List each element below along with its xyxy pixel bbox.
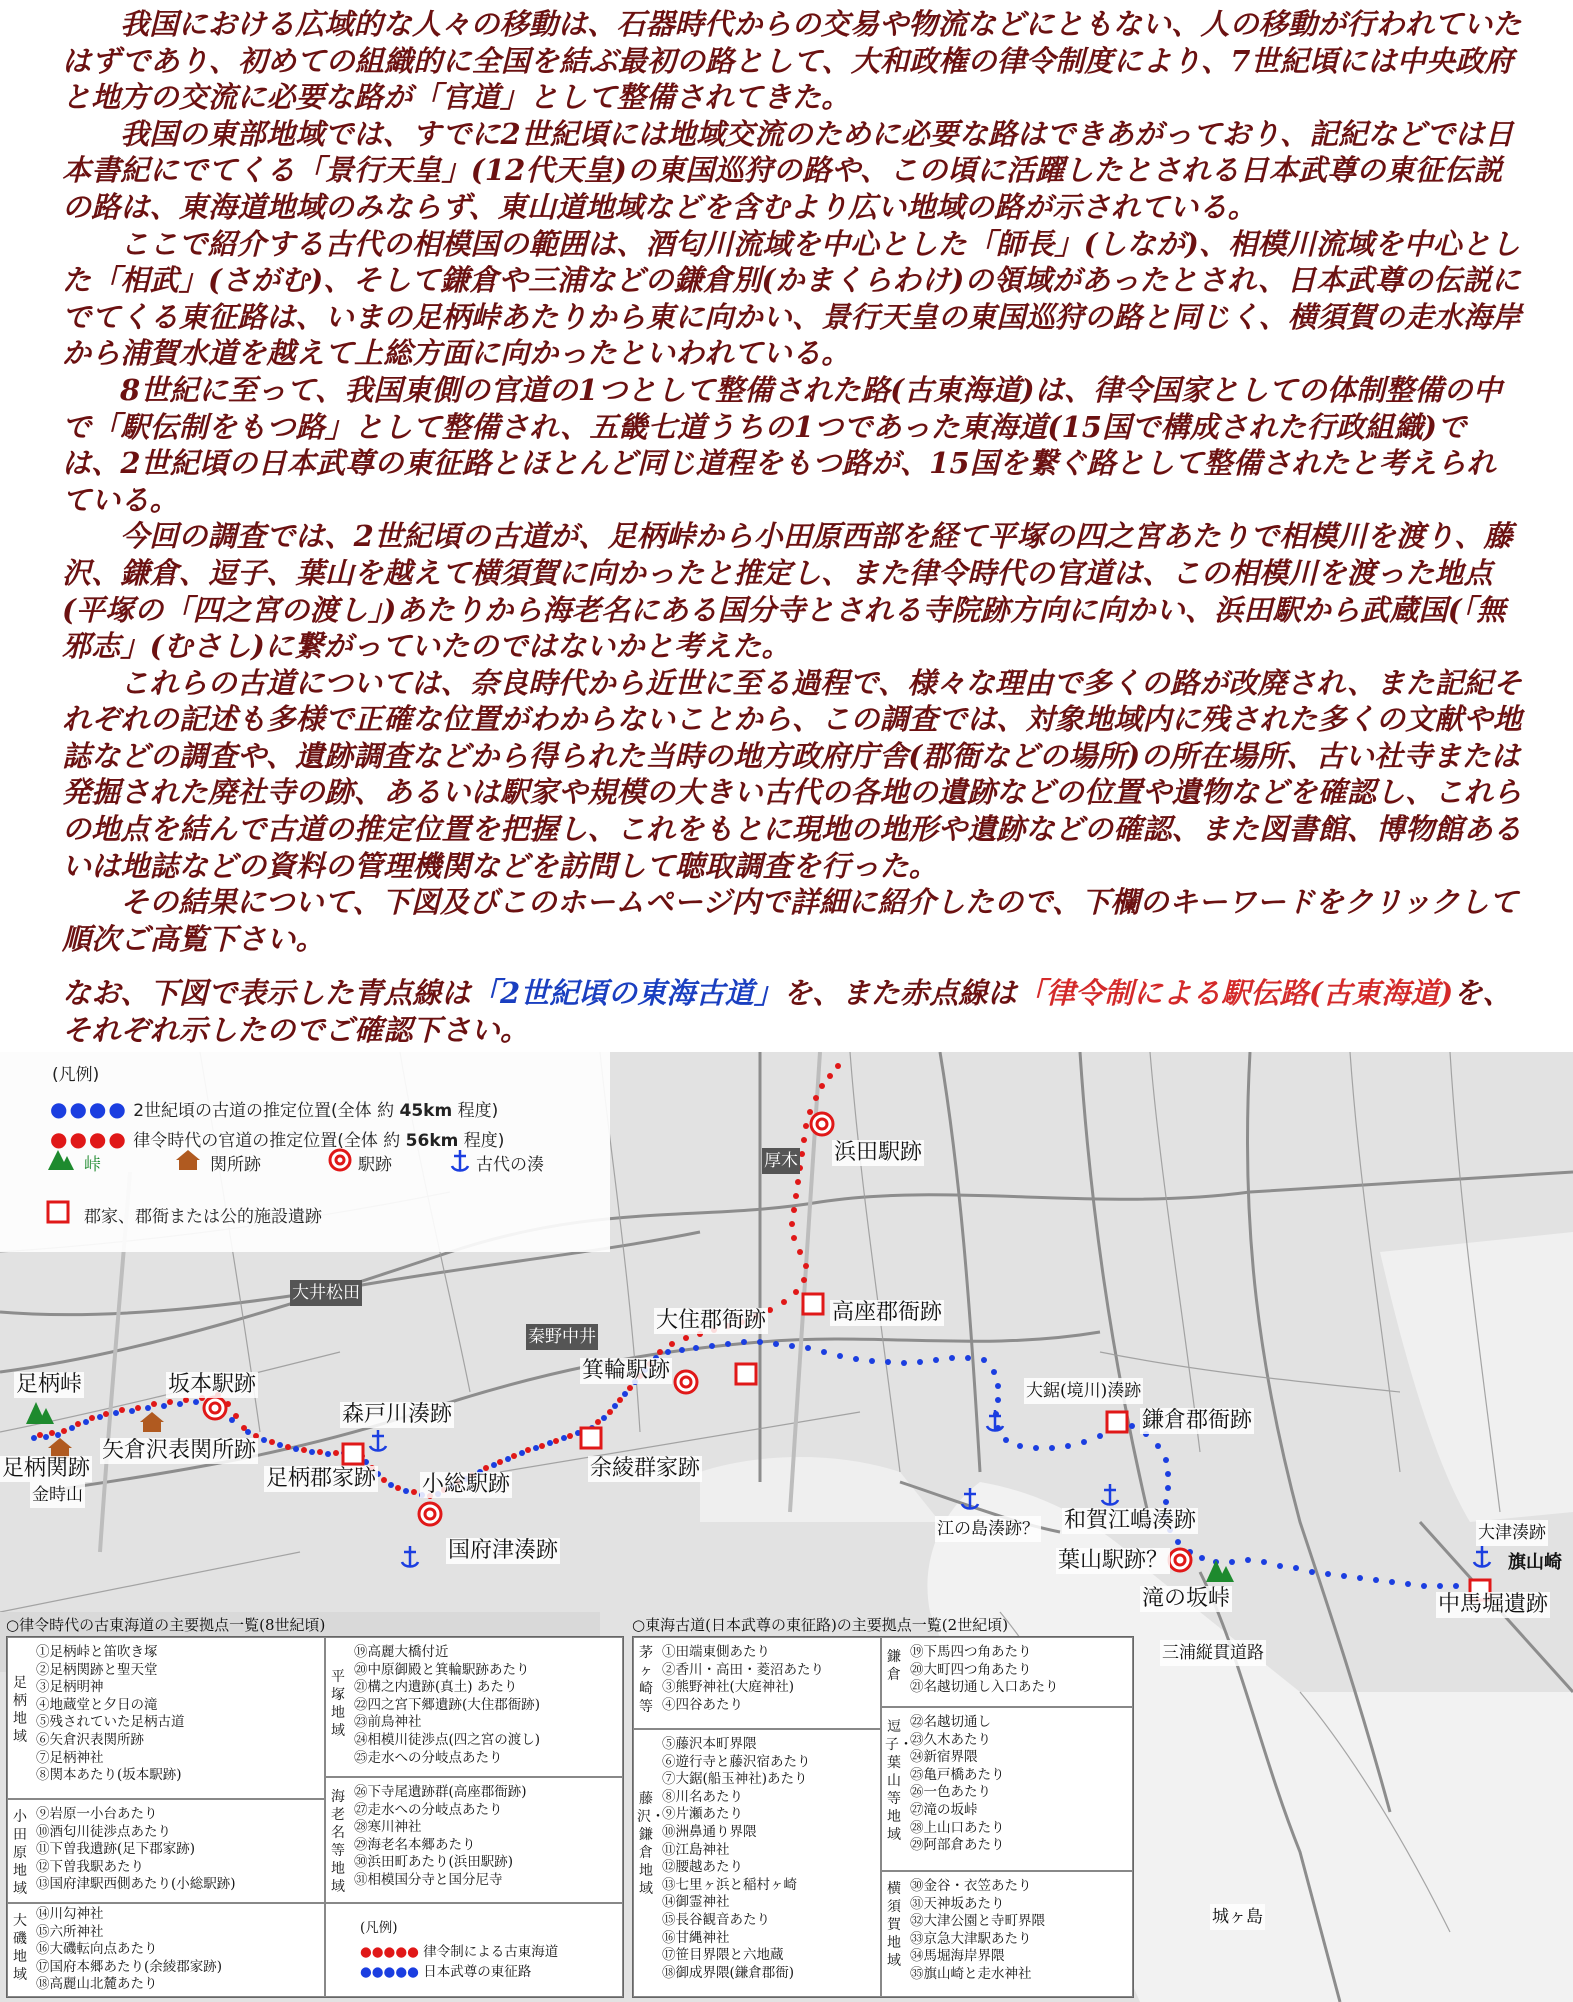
list-item[interactable]: ⑯大磯転向点あたり xyxy=(36,1941,158,1958)
list-item[interactable]: ㉕走水への分岐点あたり xyxy=(354,1749,503,1766)
table-cell xyxy=(7,1637,325,1799)
list-item[interactable]: ⑧関本あたり(坂本駅跡) xyxy=(36,1767,182,1784)
intro-text xyxy=(62,6,1524,1049)
list-item[interactable]: ⑫下曽我駅あたり xyxy=(36,1858,144,1875)
list-item[interactable]: ⑭御霊神社 xyxy=(662,1894,730,1911)
label-ashigara-gunke[interactable]: 足柄郡家跡 xyxy=(266,1466,377,1491)
list-item[interactable]: ⑱高麗山北麓あたり xyxy=(36,1976,158,1993)
list-item[interactable]: ㉙阿部倉あたり xyxy=(910,1837,1005,1854)
label-morito[interactable]: 森戸川湊跡 xyxy=(342,1402,453,1427)
map-miura: 三浦縦貫道路 xyxy=(1160,1640,1266,1666)
list-item[interactable]: ⑦大鋸(船玉神社)あたり xyxy=(662,1771,808,1788)
area-label: 足柄地域 xyxy=(13,1675,27,1745)
list-item[interactable]: ⑥遊行寺と藤沢宿あたり xyxy=(662,1753,811,1770)
table-left xyxy=(6,1636,624,1998)
list-item[interactable]: ㉖一色あたり xyxy=(910,1784,991,1801)
label-yoruki[interactable]: 余綾群家跡 xyxy=(590,1456,701,1481)
table-left-title: ○律令時代の古東海道の主要拠点一覧(8世紀頃) xyxy=(6,1616,326,1634)
table-cell xyxy=(881,1871,1133,1997)
list-item[interactable]: ①足柄峠と笛吹き塚 xyxy=(36,1644,158,1660)
legend-office: 郡家、郡衙または公的施設遺跡 xyxy=(84,1207,322,1227)
label-kojima[interactable]: 小総駅跡 xyxy=(422,1472,511,1497)
list-item[interactable]: ㉟旗山崎と走水神社 xyxy=(910,1965,1032,1982)
map-hadano: 秦野中井 xyxy=(526,1324,598,1350)
list-item[interactable]: ㉔新宿界隈 xyxy=(910,1749,978,1766)
list-item[interactable]: ㉑名越切通し入口あたり xyxy=(910,1679,1059,1696)
area-label: 小田原地域 xyxy=(13,1809,27,1897)
list-item[interactable]: ⑬七里ヶ浜と稲村ヶ崎 xyxy=(662,1876,797,1893)
list-item[interactable]: ⑩洲鼻通り界隈 xyxy=(662,1823,757,1840)
route-note xyxy=(62,975,1524,1048)
table-cell xyxy=(881,1707,1133,1871)
list-item[interactable]: ㉞馬堀海岸界隈 xyxy=(910,1948,1005,1965)
label-kofuzu[interactable]: 国府津湊跡 xyxy=(448,1538,559,1563)
area-label: 横須賀地域 xyxy=(887,1881,901,1969)
list-item[interactable]: ⑨岩原一小台あたり xyxy=(36,1806,158,1822)
area-label: 平塚地域 xyxy=(331,1669,345,1739)
paragraph: 我国の東部地域では、すでに2世紀頃には地域交流のために必要な路はできあがっており、記紀などでは日本書紀にでてくる「景行天皇」(12代天皇)の東国巡狩の路や、この頃に活躍したとされる日本武尊の東征伝説の路は、東海道地域のみならず、東山道地域などを含むより広い地域の路が示されている。 xyxy=(62,116,1514,224)
legend-port: 古代の湊 xyxy=(476,1155,544,1175)
list-item[interactable]: ㉘寒川神社 xyxy=(354,1819,422,1836)
list-item[interactable]: ⑥矢倉沢表関所跡 xyxy=(36,1731,144,1748)
red-dots-icon: ●●●●● xyxy=(360,1944,419,1960)
paragraph: その結果について、下図及びこのホームページ内で詳細に紹介したので、下欄のキーワードをクリックして順次ご高覧下さい。 xyxy=(62,885,1519,956)
item-list xyxy=(910,1878,1045,1984)
route-map xyxy=(0,1052,1573,2002)
map-jogashima: 城ヶ島 xyxy=(1210,1904,1265,1930)
paragraph: これらの古道については、奈良時代から近世に至る過程で、様々な理由で多くの路が改廃され、また記紀それぞれの記述も多様で正確な位置がわからないことから、この調査では、対象地域内に残された多くの文献や地誌などの調査や、遺跡調査などから得られた当時の地方政府庁舎(郡衙などの場所)の所在場所、古い社寺または発掘された廃社寺の跡、あるいは駅家や規模の大きい古代の各地の遺跡などの位置や遺物などを確認し、これらの地点を結んで古道の推定位置を把握し、これをもとに現地の地形や遺跡などの確認、また図書館、博物館あるいは地誌などの資料の管理機関などを訪問して聴取調査を行った。 xyxy=(62,665,1523,883)
list-item[interactable]: ㉝京急大津駅あたり xyxy=(910,1930,1032,1947)
list-item[interactable]: ⑮六所神社 xyxy=(36,1923,104,1940)
list-item[interactable]: ㉖下寺尾遺跡群(高座郡衙跡) xyxy=(354,1784,527,1800)
list-item[interactable]: ④四谷あたり xyxy=(662,1696,743,1713)
blue-dots-icon: ●●●● xyxy=(50,1097,128,1121)
area-label: 海老名等地域 xyxy=(331,1789,345,1895)
table-right xyxy=(632,1636,1134,1998)
list-item[interactable]: ⑬国府津駅西側あたり(小総駅跡) xyxy=(36,1876,236,1893)
table-legend-red xyxy=(360,1944,558,1962)
legend-checkpoint: 関所跡 xyxy=(210,1155,261,1175)
table-cell xyxy=(633,1637,881,1729)
label-minowa[interactable]: 箕輪駅跡 xyxy=(582,1358,671,1383)
list-item[interactable]: ㉕亀戸橋あたり xyxy=(910,1766,1005,1783)
list-item[interactable]: ㉑構之内遺跡(真土) あたり xyxy=(354,1679,518,1696)
table-cell xyxy=(7,1799,325,1903)
label-koza[interactable]: 高座郡衙跡 xyxy=(832,1300,943,1325)
area-label: 藤沢・鎌倉地域 xyxy=(637,1791,665,1897)
table-cell xyxy=(325,1637,623,1777)
label-otsu[interactable]: 大津湊跡 xyxy=(1476,1520,1548,1546)
list-item[interactable]: ㉗走水への分岐点あたり xyxy=(354,1801,503,1818)
blue-route-link[interactable]: 「2世紀頃の東海古道」 xyxy=(470,976,784,1011)
label-enoshima[interactable]: 江の島湊跡？ xyxy=(935,1516,1041,1542)
item-list xyxy=(354,1644,540,1767)
label-sakamoto[interactable]: 坂本駅跡 xyxy=(168,1372,257,1397)
map-atsugi: 厚木 xyxy=(762,1148,800,1174)
label-takinosaka[interactable]: 滝の坂峠 xyxy=(1142,1586,1231,1611)
list-item[interactable]: ③足柄明神 xyxy=(36,1679,104,1696)
label-nakamabori[interactable]: 中馬堀遺跡 xyxy=(1438,1592,1549,1617)
list-item[interactable]: ⑳大町四つ角あたり xyxy=(910,1661,1032,1678)
label-ashigara-pass[interactable]: 足柄峠 xyxy=(16,1372,83,1397)
label-hamada[interactable]: 浜田駅跡 xyxy=(834,1140,923,1165)
list-item[interactable]: ㉜大津公園と寺町界隈 xyxy=(910,1913,1045,1930)
list-item[interactable]: ㉒名越切通し xyxy=(910,1714,991,1730)
label-ashigara-seki[interactable]: 足柄関跡 xyxy=(2,1456,91,1481)
blue-dots-icon: ●●●●● xyxy=(360,1964,419,1980)
list-item[interactable]: ⑰国府本郷あたり(余綾郡家跡) xyxy=(36,1958,223,1975)
item-list xyxy=(662,1736,811,1982)
legend-red-text: 律令制による古東海道 xyxy=(423,1944,559,1960)
list-item[interactable]: ⑲下馬四つ角あたり xyxy=(910,1644,1032,1660)
item-list xyxy=(910,1714,1005,1855)
table-legend-title: (凡例) xyxy=(360,1920,398,1936)
red-dots-icon: ●●●● xyxy=(50,1127,128,1151)
item-list xyxy=(910,1644,1059,1697)
list-item[interactable]: ⑦足柄神社 xyxy=(36,1749,104,1766)
legend-pass: 峠 xyxy=(84,1155,101,1175)
list-item[interactable]: ㉓前鳥神社 xyxy=(354,1714,422,1731)
list-item[interactable]: ⑧川名あたり xyxy=(662,1788,743,1805)
list-item[interactable]: ②足柄関跡と聖天堂 xyxy=(36,1661,158,1678)
paragraph: 我国における広域的な人々の移動は、石器時代からの交易や物流などにともない、人の移動が行われていたはずであり、初めての組織的に全国を結ぶ最初の路として、大和政権の律令制度により、7世紀頃には中央政府と地方の交流に必要な路が「官道」として整備されてきた。 xyxy=(62,7,1522,115)
table-cell xyxy=(325,1777,623,1903)
legend-red-km: 56km xyxy=(405,1131,459,1151)
list-item[interactable]: ⑤藤沢本町界隈 xyxy=(662,1736,757,1752)
label-wagae[interactable]: 和賀江嶋湊跡 xyxy=(1064,1508,1197,1533)
item-list xyxy=(36,1644,185,1785)
list-item[interactable]: ㉔相模川徒渉点(四之宮の渡し) xyxy=(354,1731,541,1748)
list-item[interactable]: ⑮長谷観音あたり xyxy=(662,1911,770,1928)
list-item[interactable]: ㉚金谷・衣笠あたり xyxy=(910,1878,1032,1894)
label-hayama[interactable]: 葉山駅跡？ xyxy=(1058,1548,1169,1573)
legend-red-label: 律令時代の官道の推定位置(全体 約 xyxy=(133,1131,401,1151)
list-item[interactable]: ㉓久木あたり xyxy=(910,1731,991,1748)
label-kintokiyama: 金時山 xyxy=(30,1482,85,1508)
list-item[interactable]: ㉒四之宮下郷遺跡(大住郡衙跡) xyxy=(354,1696,541,1713)
list-item[interactable]: ㉘上山口あたり xyxy=(910,1819,1005,1836)
table-right-title: ○東海古道(日本武尊の東征路)の主要拠点一覧(2世紀頃) xyxy=(632,1616,1009,1634)
table-cell xyxy=(633,1729,881,1997)
table-cell xyxy=(881,1637,1133,1707)
area-label: 鎌倉 xyxy=(887,1649,901,1683)
label-hatayama[interactable]: 旗山崎 xyxy=(1508,1552,1562,1573)
legend-title: (凡例) xyxy=(52,1065,100,1085)
label-kamakura[interactable]: 鎌倉郡衙跡 xyxy=(1142,1408,1253,1433)
list-item[interactable]: ⑳中原御殿と箕輪駅跡あたり xyxy=(354,1661,530,1678)
map-oi-matsuda: 大井松田 xyxy=(290,1280,362,1306)
list-item[interactable]: ㉛相模国分寺と国分尼寺 xyxy=(354,1871,503,1888)
area-label: 大磯地域 xyxy=(13,1913,27,1983)
item-list xyxy=(354,1784,527,1890)
legend-blue-tail: 程度) xyxy=(457,1101,499,1121)
list-item[interactable]: ㉗滝の坂峠 xyxy=(910,1801,978,1818)
item-list xyxy=(36,1906,222,1994)
list-item[interactable]: ⑨片瀬あたり xyxy=(662,1806,743,1823)
paragraph: ここで紹介する古代の相模国の範囲は、酒匂川流域を中心とした「師長」(しなが)、相模川流域を中心とした「相武」(さがむ)、そして鎌倉や三浦などの鎌倉別(かまくらわけ)の領域があったとされ、日本武尊の伝説にでてくる東征路は、いまの足柄峠あたりから東に向かい、景行天皇の東国巡狩の路と同じく、横須賀の走水海岸から浦賀水道を越えて上総方面に向かったといわれている。 xyxy=(62,226,1522,371)
legend-red-tail: 程度) xyxy=(463,1131,505,1151)
legend-red-row xyxy=(50,1126,504,1151)
list-item[interactable]: ⑰笹目界隈と六地蔵 xyxy=(662,1947,784,1964)
list-item[interactable]: ⑭川勾神社 xyxy=(36,1906,104,1922)
red-route-link[interactable]: 「律令制による駅伝路(古東海道) xyxy=(1016,976,1454,1011)
list-item[interactable]: ①田端東側あたり xyxy=(662,1644,770,1660)
note-middle: を、また赤点線は xyxy=(783,976,1017,1011)
label-yagurasawa[interactable]: 矢倉沢表関所跡 xyxy=(102,1438,257,1463)
list-item[interactable]: ⑪江島神社 xyxy=(662,1841,730,1858)
list-item[interactable]: ㉛天神坂あたり xyxy=(910,1895,1005,1912)
list-item[interactable]: ③熊野神社(大庭神社) xyxy=(662,1679,795,1696)
paragraph: 8世紀に至って、我国東側の官道の1つとして整備された路(古東海道)は、律令国家としての体制整備の中で「駅伝制をもつ路」として整備され、五畿七道うちの1つであった東海道(15国で構成された行政組織)では、2世紀頃の日本武尊の東征路とほとんど同じ道程をもつ路が、15国を繋ぐ路として整備されたと考えられている。 xyxy=(62,372,1503,517)
list-item[interactable]: ⑯甘縄神社 xyxy=(662,1929,730,1946)
note-suffix: を、それぞれ示したのでご確認下さい。 xyxy=(62,976,1512,1048)
item-list xyxy=(662,1644,824,1714)
area-label: 逗子・葉山等地域 xyxy=(885,1719,913,1843)
area-label: 茅ヶ崎等 xyxy=(639,1645,653,1715)
list-item[interactable]: ⑫腰越あたり xyxy=(662,1859,743,1876)
legend-blue-row xyxy=(50,1096,498,1121)
table-legend-blue xyxy=(360,1964,531,1982)
legend-blue-label: 2世紀頃の古道の推定位置(全体 約 xyxy=(133,1101,395,1121)
list-item[interactable]: ⑩酒匂川徒渉点あたり xyxy=(36,1823,171,1840)
table-legend xyxy=(325,1903,623,1997)
legend-blue-km: 45km xyxy=(399,1101,453,1121)
list-item[interactable]: ㉙海老名本郷あたり xyxy=(354,1836,476,1853)
legend-station: 駅跡 xyxy=(358,1155,392,1175)
list-item[interactable]: ⑱御成界隈(鎌倉郡衙) xyxy=(662,1964,795,1981)
label-osumi[interactable]: 大住郡衙跡 xyxy=(656,1308,767,1333)
legend-blue-text: 日本武尊の東征路 xyxy=(423,1964,532,1980)
list-item[interactable]: ②香川・高田・菱沼あたり xyxy=(662,1661,824,1678)
note-prefix: なお、下図で表示した青点線は xyxy=(62,976,471,1011)
list-item[interactable]: ㉚浜田町あたり(浜田駅跡) xyxy=(354,1854,514,1871)
label-oba[interactable]: 大鋸(境川)湊跡 xyxy=(1024,1378,1143,1404)
list-item[interactable]: ⑤残されていた足柄古道 xyxy=(36,1714,185,1731)
paragraph: 今回の調査では、2世紀頃の古道が、足柄峠から小田原西部を経て平塚の四之宮あたりで相模川を渡り、藤沢、鎌倉、逗子、葉山を越えて横須賀に向かったと推定し、また律令時代の官道は、この相模川を渡った地点(平塚の「四之宮の渡し」)あたりから海老名にある国分寺とされる寺院跡方向に向かい、浜田駅から武蔵国(「無邪志」(むさし)に繋がっていたのではないかと考えた。 xyxy=(62,519,1513,664)
list-item[interactable]: ④地蔵堂と夕日の滝 xyxy=(36,1696,158,1713)
list-item[interactable]: ⑪下曽我遺跡(足下郡家跡) xyxy=(36,1841,196,1858)
list-item[interactable]: ⑲高麗大橋付近 xyxy=(354,1644,449,1660)
table-cell xyxy=(7,1903,325,1997)
item-list xyxy=(36,1806,236,1894)
